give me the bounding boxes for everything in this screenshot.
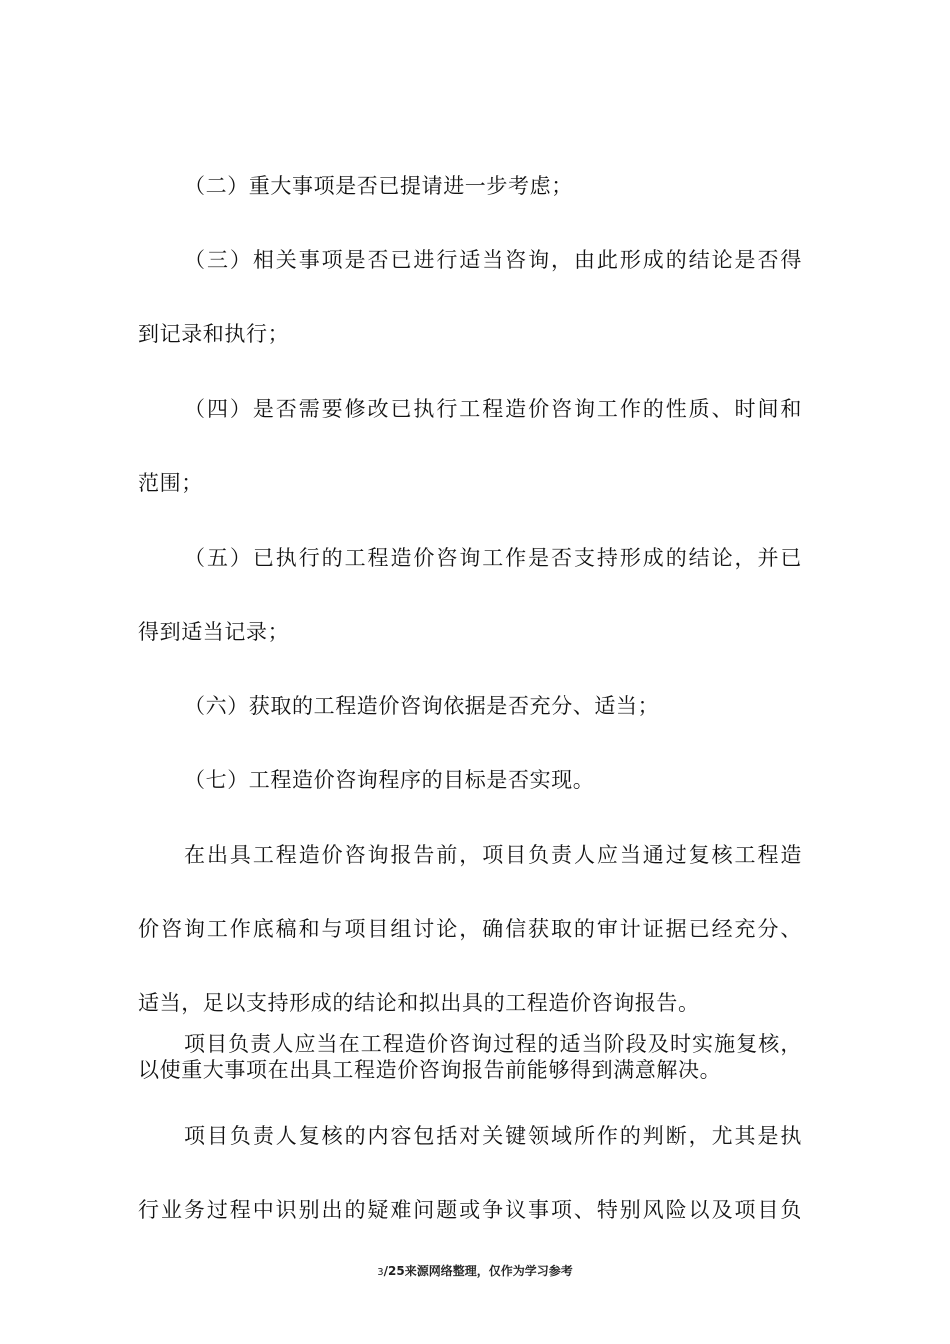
page-number-total: /25 xyxy=(383,1264,405,1278)
list-item-3-line-1: （三）相关事项是否已进行适当咨询，由此形成的结论是否得 xyxy=(184,248,802,272)
paragraph-3-line-2: 行业务过程中识别出的疑难问题或争议事项、特别风险以及项目负 xyxy=(138,1198,802,1222)
paragraph-1-line-3: 适当，足以支持形成的结论和拟出具的工程造价咨询报告。 xyxy=(138,991,700,1015)
list-item-2: （二）重大事项是否已提请进一步考虑； xyxy=(184,174,573,198)
list-item-4-line-1: （四）是否需要修改已执行工程造价咨询工作的性质、时间和 xyxy=(184,397,802,421)
paragraph-2-line-1: 项目负责人应当在工程造价咨询过程的适当阶段及时实施复核， xyxy=(184,1032,802,1056)
list-item-5-line-2: 得到适当记录； xyxy=(138,620,290,644)
list-item-7: （七）工程造价咨询程序的目标是否实现。 xyxy=(184,768,595,792)
page-number-current: 3 xyxy=(377,1267,384,1278)
list-item-5-line-1: （五）已执行的工程造价咨询工作是否支持形成的结论，并已 xyxy=(184,546,802,570)
list-item-6: （六）获取的工程造价咨询依据是否充分、适当； xyxy=(184,694,660,718)
paragraph-1-line-1: 在出具工程造价咨询报告前，项目负责人应当通过复核工程造 xyxy=(184,843,802,867)
footer-note: 来源网络整理，仅作为学习参考 xyxy=(404,1264,573,1278)
paragraph-3-line-1: 项目负责人复核的内容包括对关键领域所作的判断，尤其是执 xyxy=(184,1124,802,1148)
list-item-3-line-2: 到记录和执行； xyxy=(138,322,290,346)
paragraph-2-line-2: 以使重大事项在出具工程造价咨询报告前能够得到满意解决。 xyxy=(138,1058,722,1082)
list-item-4-line-2: 范围； xyxy=(138,471,203,495)
page-footer xyxy=(0,1263,950,1281)
paragraph-1-line-2: 价咨询工作底稿和与项目组讨论，确信获取的审计证据已经充分、 xyxy=(138,917,802,941)
